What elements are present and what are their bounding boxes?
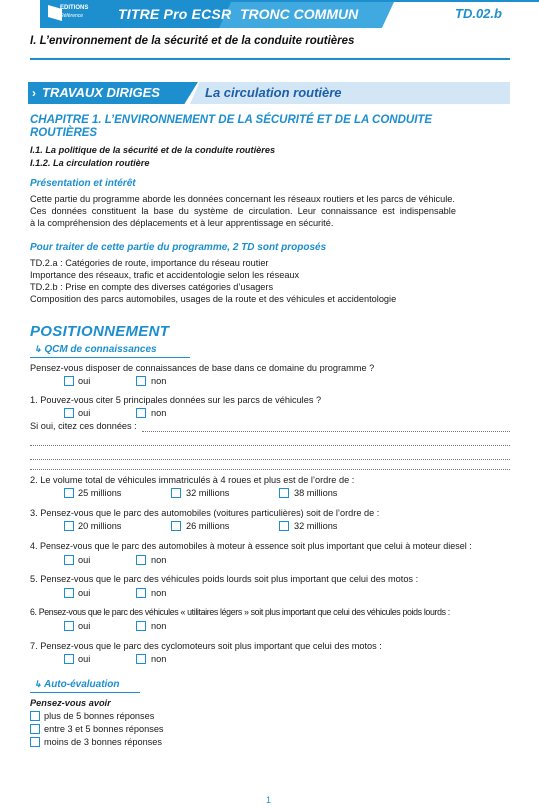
q2-option2-checkbox[interactable] xyxy=(171,488,181,498)
question-intro: Pensez-vous disposer de connaissances de base dans ce domaine du programme ? xyxy=(30,363,375,373)
auto-eval-heading-label: Auto-évaluation xyxy=(43,679,120,690)
q3-option2-checkbox[interactable] xyxy=(171,521,181,531)
q3-option3-label: 32 millions xyxy=(294,521,338,531)
question-7: 7. Pensez-vous que le parc des cyclomoteurs soit plus important que celui des motos : xyxy=(30,641,382,651)
q7-non-label: non xyxy=(151,654,167,664)
presentation-line1: Cette partie du programme aborde les données concernant les réseaux routiers et les parcs de véhicule. xyxy=(30,194,455,204)
chapter-title-line2: ROUTIÈRES xyxy=(30,127,98,139)
q6-non-checkbox[interactable] xyxy=(136,621,146,631)
q3-option3-checkbox[interactable] xyxy=(279,521,289,531)
td-list xyxy=(30,257,396,305)
td-list-line1: TD.2.a : Catégories de route, importance du réseau routier xyxy=(30,258,269,268)
q3-option1-label: 20 millions xyxy=(78,521,122,531)
presentation-line2: Ces données constituent la base du système de circulation. Leur connaissance est indispensable xyxy=(30,206,456,216)
q2-option1-label: 25 millions xyxy=(78,488,122,498)
question-3: 3. Pensez-vous que le parc des automobiles (voitures particulières) soit de l’ordre de : xyxy=(30,508,380,518)
q6-oui-checkbox[interactable] xyxy=(64,621,74,631)
td-list-line3: TD.2.b : Prise en compte des diverses catégories d’usagers xyxy=(30,282,274,292)
q7-oui-label: oui xyxy=(78,654,91,664)
auto-eval-underline xyxy=(30,692,140,693)
qcm-heading-underline xyxy=(30,357,190,358)
chapter-title xyxy=(30,114,432,140)
answer-line-4[interactable] xyxy=(30,469,510,470)
answer-line-3[interactable] xyxy=(30,459,510,460)
question-6: 6. Pensez-vous que le parc des véhicules « utilitaires légers » soit plus important que celui des véhicules poids lourds : xyxy=(30,607,450,617)
page-number: 1 xyxy=(266,795,272,805)
td-list-line2: Importance des réseaux, trafic et accidentologie selon les réseaux xyxy=(30,270,300,280)
presentation-line3: à la compréhension des déplacements et à leur apprentissage en sécurité. xyxy=(30,218,334,228)
q1-oui-checkbox[interactable] xyxy=(64,408,74,418)
q4-non-label: non xyxy=(151,555,167,565)
positionnement-title: POSITIONNEMENT xyxy=(30,323,170,340)
auto-eval-option3-label: moins de 3 bonnes réponses xyxy=(44,737,162,747)
intro-non-checkbox[interactable] xyxy=(136,376,146,386)
question-5: 5. Pensez-vous que le parc des véhicules poids lourds soit plus important que celui des motos : xyxy=(30,574,419,584)
answer-line-2[interactable] xyxy=(30,445,510,446)
auto-eval-heading xyxy=(34,679,120,690)
auto-eval-heading-icon: ↳ xyxy=(34,679,42,689)
q6-oui-label: oui xyxy=(78,621,91,631)
q6-non-label: non xyxy=(151,621,167,631)
auto-eval-option1-label: plus de 5 bonnes réponses xyxy=(44,711,155,721)
logo-text-line1: EDITIONS xyxy=(60,5,89,11)
logo-text-line2: Référence xyxy=(60,13,84,19)
q4-oui-label: oui xyxy=(78,555,91,565)
q5-non-checkbox[interactable] xyxy=(136,588,146,598)
question-2: 2. Le volume total de véhicules immatriculés à 4 roues et plus est de l’ordre de : xyxy=(30,475,355,485)
section-divider xyxy=(30,58,510,60)
td-band-subtitle: La circulation routière xyxy=(205,85,342,100)
q2-option2-label: 32 millions xyxy=(186,488,230,498)
chapter-sub1: I.1. La politique de la sécurité et de la conduite routières xyxy=(30,145,276,155)
q3-option2-label: 26 millions xyxy=(186,521,230,531)
q5-non-label: non xyxy=(151,588,167,598)
header-subtitle: TRONC COMMUN xyxy=(240,6,359,22)
q1-oui-label: oui xyxy=(78,408,91,418)
question-4: 4. Pensez-vous que le parc des automobiles à moteur à essence soit plus important que celui à moteur diesel : xyxy=(30,541,472,551)
intro-oui-checkbox[interactable] xyxy=(64,376,74,386)
auto-eval-option1-checkbox[interactable] xyxy=(30,711,40,721)
qcm-heading-icon: ↳ xyxy=(34,344,42,354)
q3-option1-checkbox[interactable] xyxy=(64,521,74,531)
qcm-heading xyxy=(34,344,157,355)
q4-non-checkbox[interactable] xyxy=(136,555,146,565)
section-title: I. L’environnement de la sécurité et de la conduite routières xyxy=(30,35,355,47)
presentation-text xyxy=(30,193,512,229)
q1-non-checkbox[interactable] xyxy=(136,408,146,418)
q1-followup: Si oui, citez ces données : xyxy=(30,421,137,431)
q5-oui-checkbox[interactable] xyxy=(64,588,74,598)
intro-oui-label: oui xyxy=(78,376,91,386)
q1-non-label: non xyxy=(151,408,167,418)
td-band-label: TRAVAUX DIRIGES xyxy=(42,85,160,100)
intro-non-label: non xyxy=(151,376,167,386)
td-list-heading: Pour traiter de cette partie du programme, 2 TD sont proposés xyxy=(30,242,327,253)
auto-eval-option2-label: entre 3 et 5 bonnes réponses xyxy=(44,724,164,734)
q7-oui-checkbox[interactable] xyxy=(64,654,74,664)
q7-non-checkbox[interactable] xyxy=(136,654,146,664)
chapter-sub2: I.1.2. La circulation routière xyxy=(30,158,150,168)
answer-line-1[interactable] xyxy=(142,431,510,432)
header-band xyxy=(0,0,539,28)
q4-oui-checkbox[interactable] xyxy=(64,555,74,565)
q2-option3-checkbox[interactable] xyxy=(279,488,289,498)
qcm-heading-label: QCM de connaissances xyxy=(44,344,157,355)
chevron-right-icon: › xyxy=(32,86,36,100)
auto-eval-option3-checkbox[interactable] xyxy=(30,737,40,747)
q2-option3-label: 38 millions xyxy=(294,488,338,498)
chapter-title-line1: CHAPITRE 1. L’ENVIRONNEMENT DE LA SÉCURITÉ ET DE LA CONDUITE xyxy=(30,114,433,126)
header-title: TITRE Pro ECSR xyxy=(118,6,232,22)
auto-eval-option2-checkbox[interactable] xyxy=(30,724,40,734)
document-code: TD.02.b xyxy=(455,6,502,21)
question-1: 1. Pouvez-vous citer 5 principales données sur les parcs de véhicules ? xyxy=(30,395,322,405)
presentation-heading: Présentation et intérêt xyxy=(30,178,136,189)
auto-eval-prompt: Pensez-vous avoir xyxy=(30,698,111,708)
q2-option1-checkbox[interactable] xyxy=(64,488,74,498)
td-list-line4: Composition des parcs automobiles, usages de la route et des véhicules et accidentologie xyxy=(30,294,397,304)
q5-oui-label: oui xyxy=(78,588,91,598)
